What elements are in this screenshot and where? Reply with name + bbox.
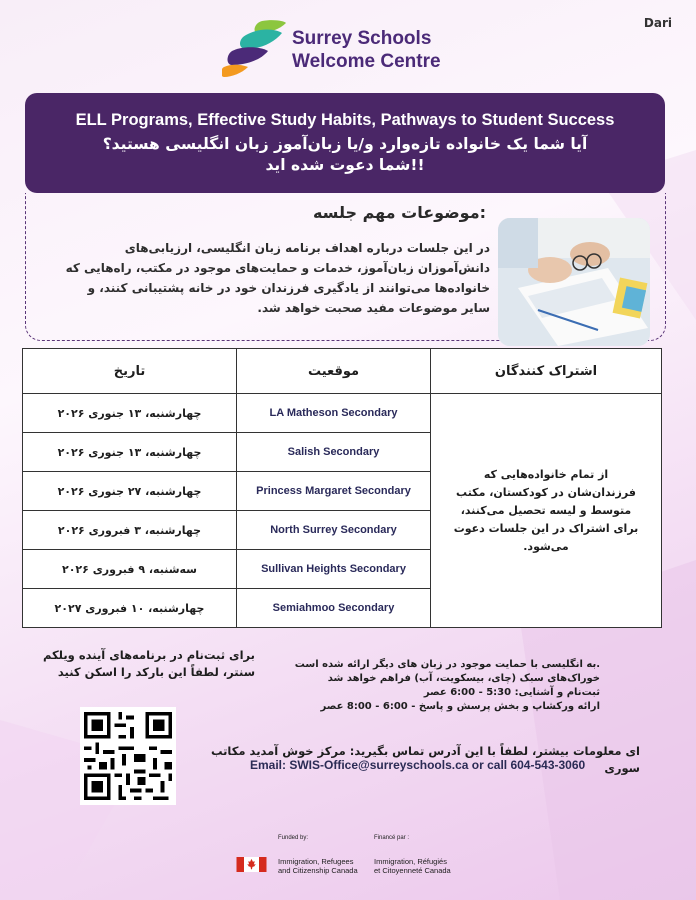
banner-english-title: ELL Programs, Effective Study Habits, Pathways to Student Success [75, 111, 615, 129]
logo-mark-icon [222, 19, 286, 77]
study-photo [498, 218, 650, 346]
session-location: North Surrey Secondary [237, 511, 431, 550]
session-date: چهارشنبه، ۱۰ فبروری ۲۰۲۷ [23, 589, 237, 628]
header-location: موقعیت [237, 349, 431, 394]
table-row [23, 394, 662, 433]
table-header-row [23, 349, 662, 394]
session-date: چهارشنبه، ۳ فبروری ۲۰۲۶ [23, 511, 237, 550]
note-registration-time: ثبت‌نام و آشنایی: 5:30 - 6:00 عصر [423, 687, 600, 698]
canada-flag-icon [236, 857, 267, 872]
logo-line2: Welcome Centre [292, 51, 441, 72]
topics-title: :موضوعات مهم جلسه [312, 203, 486, 222]
funder-english [278, 857, 358, 875]
funder-french-line2: et Citoyenneté Canada [374, 866, 451, 875]
session-date: سه‌شنبه، ۹ فبروری ۲۰۲۶ [23, 550, 237, 589]
funder-french-line1: Immigration, Réfugiés [374, 857, 447, 866]
banner-invite: !!شما دعوت شده اید [265, 156, 425, 174]
header-participants: اشتراک کنندگان [431, 349, 662, 394]
contact-text: ای معلومات بیشتر، لطفاً با این آدرس تماس بگیرید: مرکز خوش آمدید مکاتب سوری [210, 744, 640, 775]
participants-cell: از تمام خانواده‌هایی که فرزندان‌شان در کودکستان، مکتب متوسط و لیسه تحصیل می‌کنند، برای اشتراک در این جلسات دعوت می‌شود. [431, 394, 662, 628]
registration-text: برای ثبت‌نام در برنامه‌های آینده ویلکم سنتر، لطفاً این بارکد را اسکن کنید [42, 648, 255, 679]
note-workshop-time: ارائه ورکشاپ و بخش پرسش و پاسخ - 6:00 - 8:00 عصر [320, 701, 600, 712]
registration-qr-code[interactable] [80, 707, 176, 805]
title-banner [25, 93, 665, 193]
event-notes [290, 658, 600, 714]
note-language: .به انگلیسی با حمایت موجود در زبان های دیگر ارائه شده است [294, 659, 600, 670]
banner-question: آیا شما یک خانواده تازه‌وارد و/یا زبان‌آموز زبان انگلیسی هستید؟ [102, 135, 588, 153]
note-refreshments: خوراک‌های سبک (چای، بیسکویت، آب) فراهم خواهد شد [327, 673, 600, 684]
session-location: Semiahmoo Secondary [237, 589, 431, 628]
session-date: چهارشنبه، ۱۳ جنوری ۲۰۲۶ [23, 433, 237, 472]
contact-email[interactable]: Email: SWIS-Office@surreyschools.ca or call 604-543-3060 [250, 758, 586, 772]
schedule-table [22, 348, 662, 628]
funder-french [374, 857, 451, 875]
language-label: Dari [643, 16, 672, 30]
session-location: Salish Secondary [237, 433, 431, 472]
finance-par-label: Financé par : [374, 835, 410, 841]
funder-english-line2: and Citizenship Canada [278, 866, 358, 875]
session-date: چهارشنبه، ۲۷ جنوری ۲۰۲۶ [23, 472, 237, 511]
funded-by-label: Funded by: [278, 835, 309, 841]
logo-line1: Surrey Schools [292, 28, 432, 49]
session-location: LA Matheson Secondary [237, 394, 431, 433]
session-date: چهارشنبه، ۱۳ جنوری ۲۰۲۶ [23, 394, 237, 433]
header-date: تاریخ [23, 349, 237, 394]
funder-english-line1: Immigration, Refugees [278, 857, 354, 866]
session-location: Sullivan Heights Secondary [237, 550, 431, 589]
topics-body: در این جلسات درباره اهداف برنامه زبان انگلیسی، ارزیابی‌های دانش‌آموزان زبان‌آموز، خدمات و حمایت‌های موجود در مکتب، راه‌هایی که خانواده‌ها می‌توانند از یادگیری فرزندان خود در خانه پشتیبانی کنند، و سایر موضوعات مفید صحبت خواهد شد. [65, 241, 490, 315]
session-location: Princess Margaret Secondary [237, 472, 431, 511]
logo [222, 19, 472, 77]
